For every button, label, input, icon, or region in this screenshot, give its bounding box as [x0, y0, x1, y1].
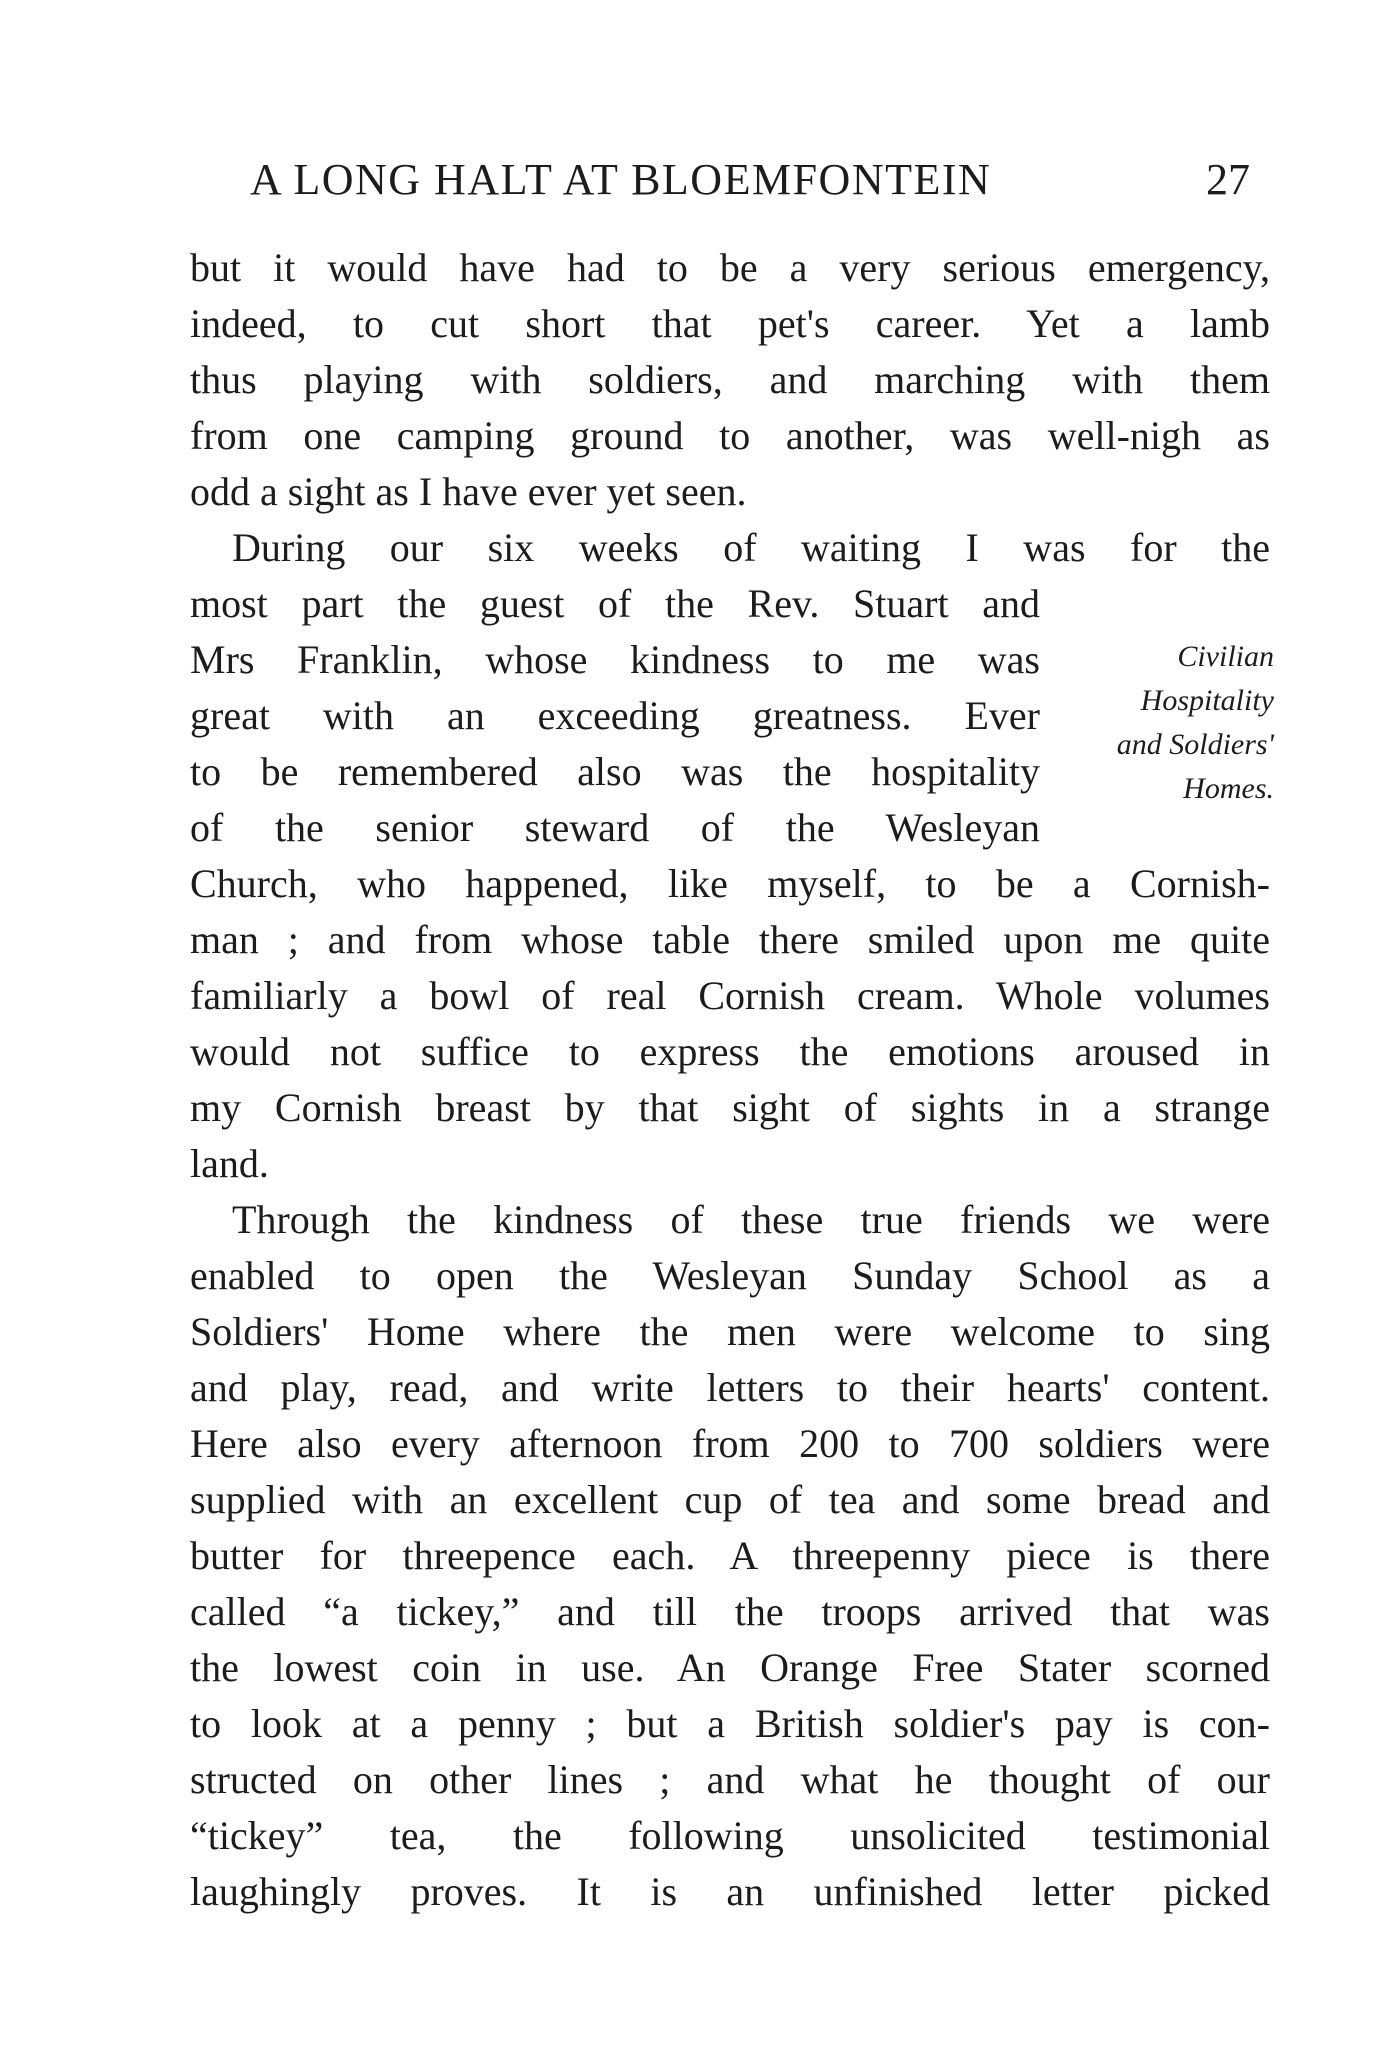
text-line: called “a tickey,” and till the troops arrived that was	[190, 1589, 1270, 1634]
paragraph-first-line: During our six weeks of waiting I was for the	[232, 525, 1270, 570]
running-head-title: A LONG HALT AT BLOEMFONTEIN	[250, 155, 992, 204]
text-line: structed on other lines ; and what he thought of our	[190, 1757, 1270, 1802]
text-line: enabled to open the Wesleyan Sunday School as a	[190, 1253, 1270, 1298]
margin-note-line: and Soldiers'	[1116, 728, 1274, 761]
text-line: thus playing with soldiers, and marching with them	[190, 357, 1270, 402]
text-line: from one camping ground to another, was well-nigh as	[190, 413, 1270, 458]
text-line: Here also every afternoon from 200 to 700 soldiers were	[190, 1421, 1270, 1466]
margin-note-line: Homes.	[1183, 772, 1274, 805]
text-line: of the senior steward of the Wesleyan	[190, 805, 1040, 850]
margin-note-line: Civilian	[1177, 640, 1274, 673]
text-line: and play, read, and write letters to their hearts' content.	[190, 1365, 1270, 1410]
text-line: butter for threepence each. A threepenny piece is there	[190, 1533, 1270, 1578]
text-line: to be remembered also was the hospitality	[190, 749, 1040, 794]
text-line: Mrs Franklin, whose kindness to me was	[190, 637, 1040, 682]
margin-note-line: Hospitality	[1140, 684, 1274, 717]
text-line: my Cornish breast by that sight of sights in a strange	[190, 1085, 1270, 1130]
paragraph-first-line: Through the kindness of these true friends we were	[232, 1197, 1270, 1242]
text-line: Soldiers' Home where the men were welcome to sing	[190, 1309, 1270, 1354]
text-line: Church, who happened, like myself, to be a Cornish-	[190, 861, 1270, 906]
text-line: would not suffice to express the emotions aroused in	[190, 1029, 1270, 1074]
text-line: familiarly a bowl of real Cornish cream. Whole volumes	[190, 973, 1270, 1018]
text-line: great with an exceeding greatness. Ever	[190, 693, 1040, 738]
text-line: odd a sight as I have ever yet seen.	[190, 469, 747, 514]
text-line: land.	[190, 1141, 269, 1186]
text-line: laughingly proves. It is an unfinished letter picked	[190, 1869, 1270, 1914]
text-line: indeed, to cut short that pet's career. Yet a lamb	[190, 301, 1270, 346]
page-number: 27	[1206, 155, 1250, 204]
text-line: supplied with an excellent cup of tea and some bread and	[190, 1477, 1270, 1522]
text-line: but it would have had to be a very serious emergency,	[190, 245, 1270, 290]
page-header	[250, 150, 1250, 210]
text-line: most part the guest of the Rev. Stuart and	[190, 581, 1040, 626]
text-line: the lowest coin in use. An Orange Free Stater scorned	[190, 1645, 1270, 1690]
text-line: “tickey” tea, the following unsolicited testimonial	[190, 1813, 1270, 1858]
text-line: man ; and from whose table there smiled upon me quite	[190, 917, 1270, 962]
text-line: to look at a penny ; but a British soldier's pay is con-	[190, 1701, 1270, 1746]
